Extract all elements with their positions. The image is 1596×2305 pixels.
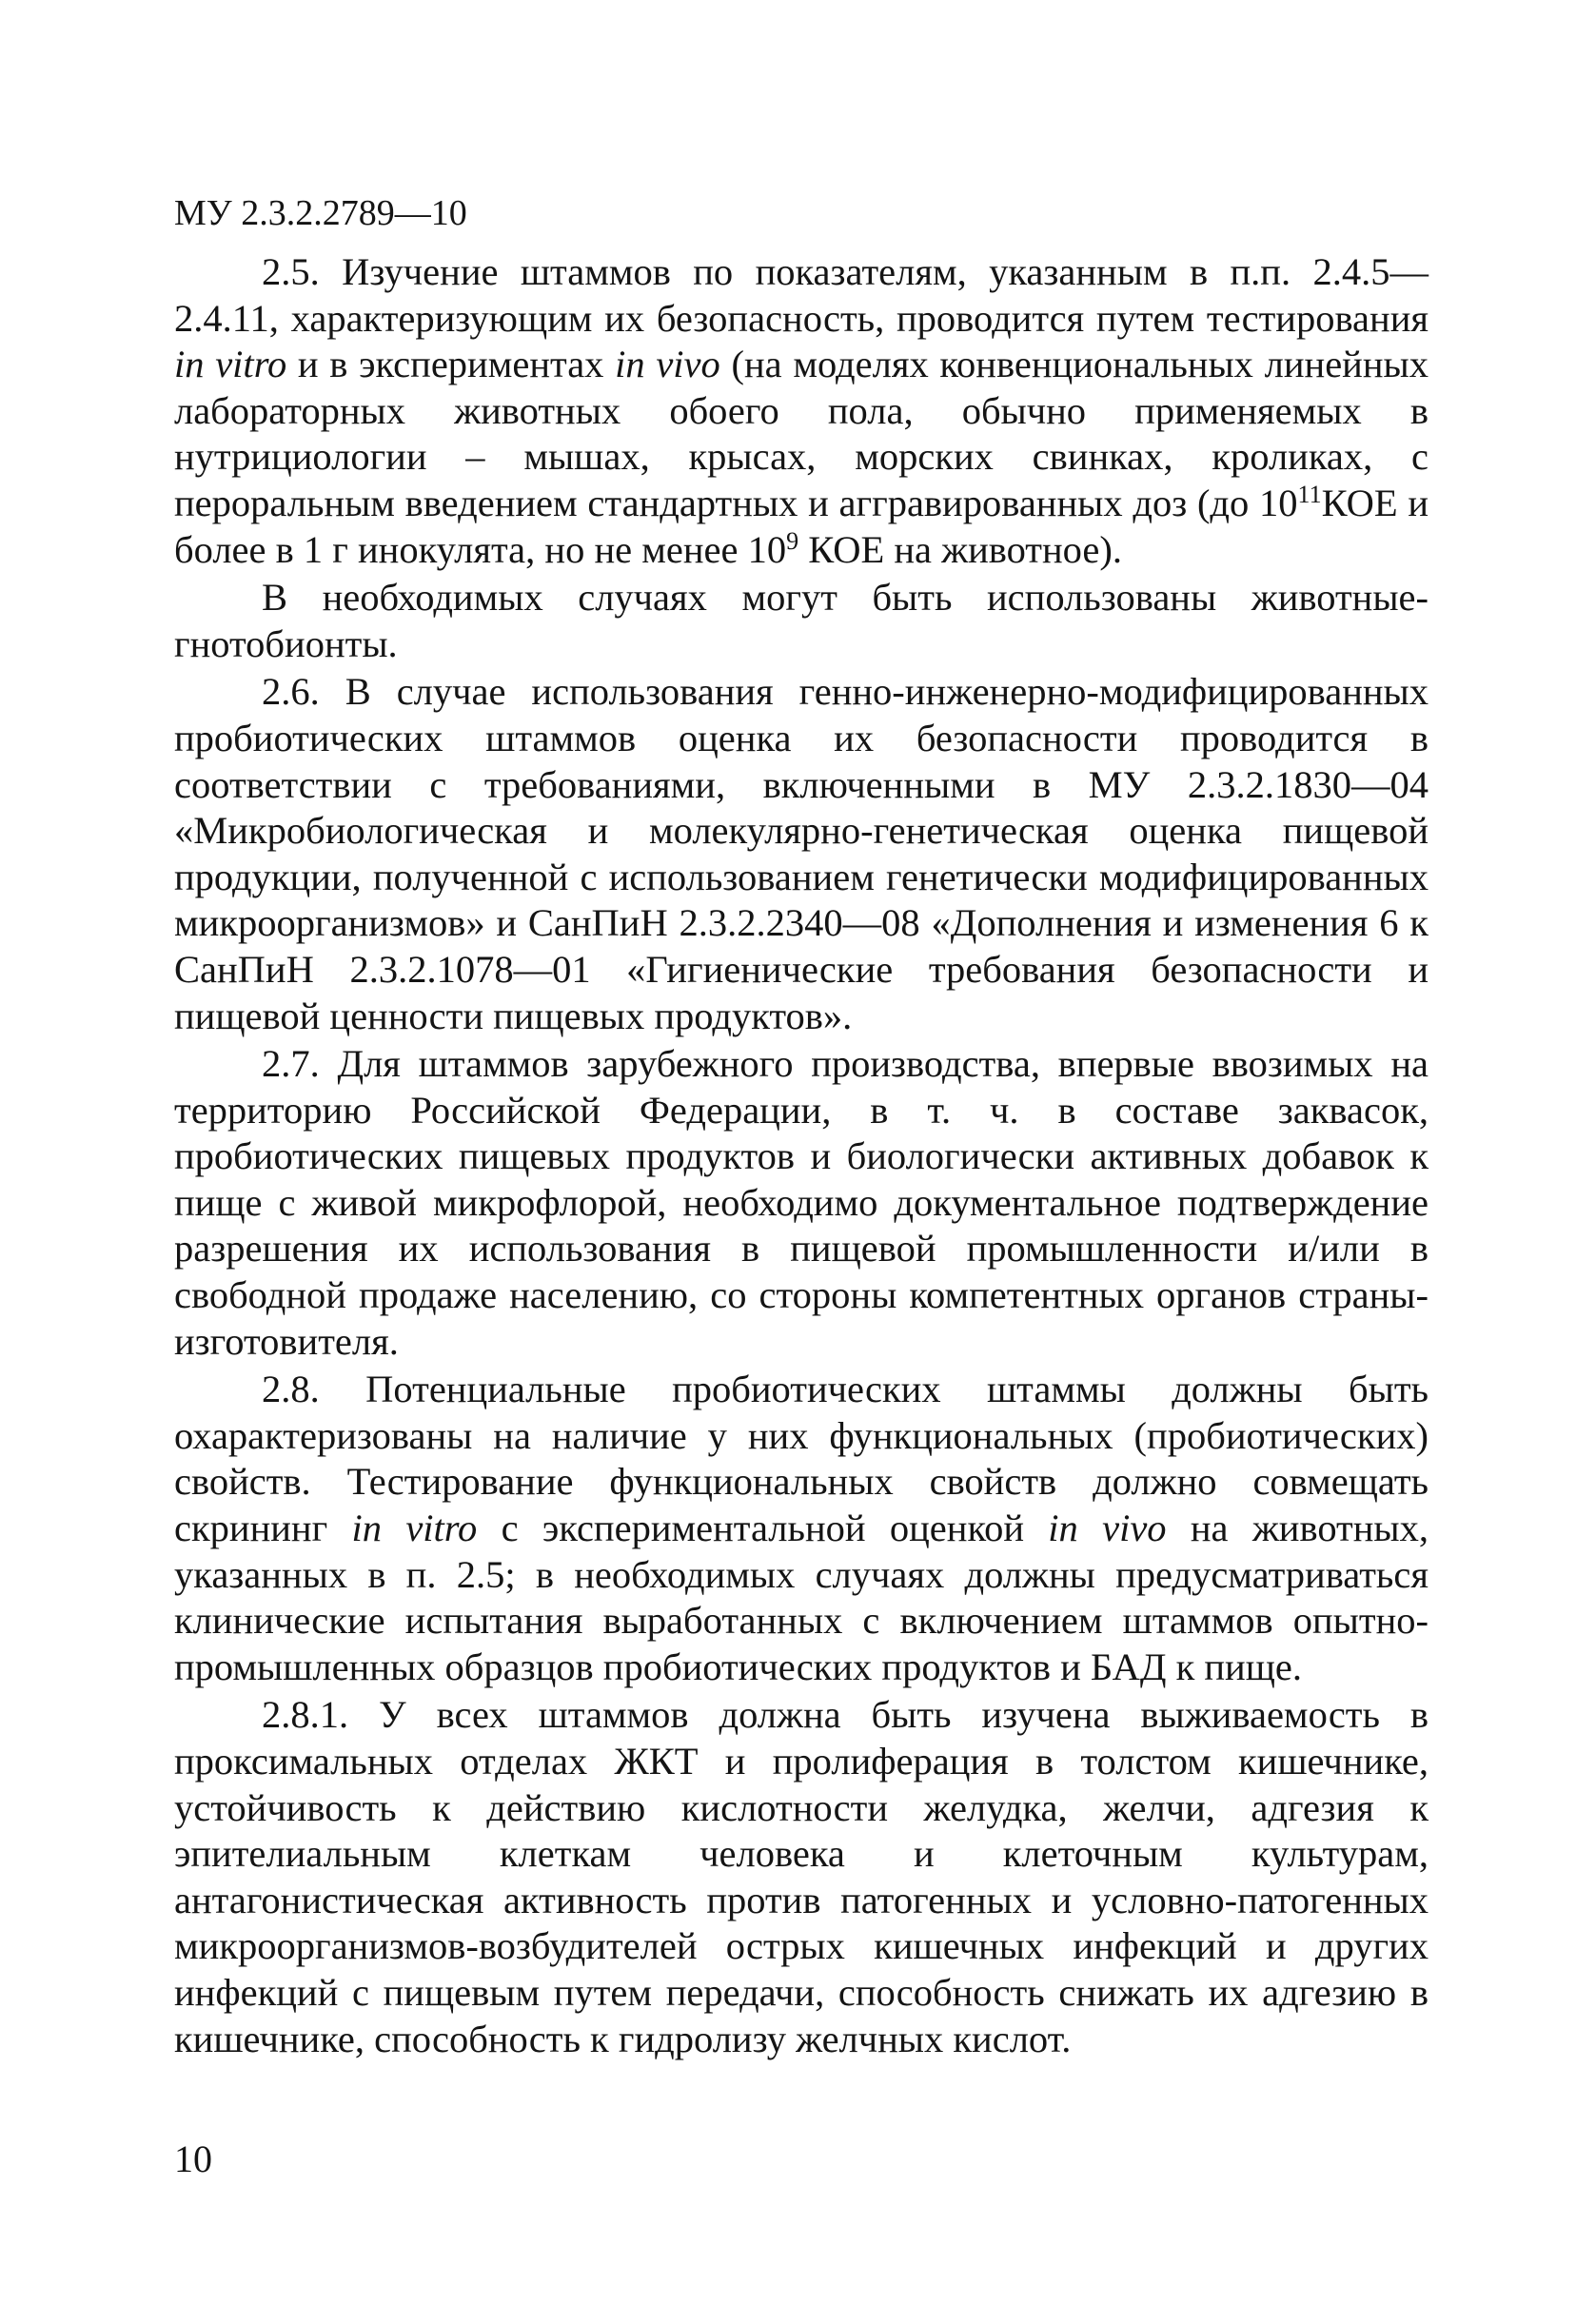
paragraph-2-8-text-c: на животных, указанных в п. 2.5; в необходимых случаях должны предусматриваться клинические испытания выработанных с включением штаммов опытно-промышленных образцов пробиотических продуктов и БАД к пище.	[174, 1507, 1429, 1688]
paragraph-2-5-note: В необходимых случаях могут быть использованы животные-гнотобионты.	[174, 576, 1429, 665]
page-number: 10	[174, 2138, 212, 2180]
paragraph-2-8	[174, 1367, 1429, 1690]
in-vivo-term: in vivo	[1048, 1507, 1167, 1550]
paragraph-2-7: 2.7. Для штаммов зарубежного производства, впервые ввозимых на территорию Российской Федерации, в т. ч. в составе заквасок, пробиотических пищевых продуктов и биологически активных добавок к пище с живой микрофлорой, необходимо документальное подтверждение разрешения их использования в пищевой промышленности и/или в свободной продаже населению, со стороны компетентных органов страны-изготовителя.	[174, 1042, 1429, 1363]
paragraph-2-5-text-c: (на моделях конвенциональных линейных лабораторных животных обоего пола, обычно применяемых в нутрициологии – мышах, крысах, морских свинках, кроликах, с пероральным введением стандартных и аггравированных доз (до 10	[174, 343, 1429, 524]
in-vitro-term: in vitro	[174, 343, 287, 386]
exponent-11: 11	[1297, 480, 1322, 508]
paragraph-2-8-text-b: с экспериментальной оценкой	[477, 1507, 1049, 1550]
paragraph-2-8-text-a: 2.8. Потенциальные пробиотических штаммы должны быть охарактеризованы на наличие у них функциональных (пробиотических) свойств. Тестирование функциональных свойств должно совмещать скрининг	[174, 1368, 1429, 1550]
in-vitro-term: in vitro	[351, 1507, 478, 1550]
paragraph-2-5	[174, 249, 1429, 573]
paragraph-2-5-text-a: 2.5. Изучение штаммов по показателям, указанным в п.п. 2.4.5—2.4.11, характеризующим их безопасность, проводится путем тестирования	[174, 250, 1429, 340]
document-body	[174, 249, 1429, 2062]
paragraph-2-6: 2.6. В случае использования генно-инженерно-модифицированных пробиотических штаммов оценка их безопасности проводится в соответствии с требованиями, включенными в МУ 2.3.2.1830—04 «Микробиологическая и молекулярно-генетическая оценка пищевой продукции, полученной с использованием генетически модифицированных микроорганизмов» и СанПиН 2.3.2.2340—08 «Дополнения и изменения 6 к СанПиН 2.3.2.1078—01 «Гигиенические требования безопасности и пищевой ценности пищевых продуктов».	[174, 670, 1429, 1037]
paragraph-2-5-text-e: КОЕ на животное).	[798, 527, 1123, 571]
paragraph-2-5-text-d: КОЕ и более в 1 г инокулята, но не менее 10	[174, 481, 1429, 571]
in-vivo-term: in vivo	[615, 343, 720, 386]
exponent-9: 9	[786, 526, 799, 555]
paragraph-2-8-1: 2.8.1. У всех штаммов должна быть изучена выживаемость в проксимальных отделах ЖКТ и пролиферация в толстом кишечнике, устойчивость к действию кислотности желудка, желчи, адгезия к эпителиальным клеткам человека и клеточным культурам, антагонистическая активность против патогенных и условно-патогенных микроорганизмов-возбудителей острых кишечных инфекций и других инфекций с пищевым путем передачи, способность снижать их адгезию в кишечнике, способность к гидролизу желчных кислот.	[174, 1693, 1429, 2060]
document-header: МУ 2.3.2.2789—10	[174, 193, 467, 233]
paragraph-2-5-text-b: и в экспериментах	[286, 343, 616, 386]
